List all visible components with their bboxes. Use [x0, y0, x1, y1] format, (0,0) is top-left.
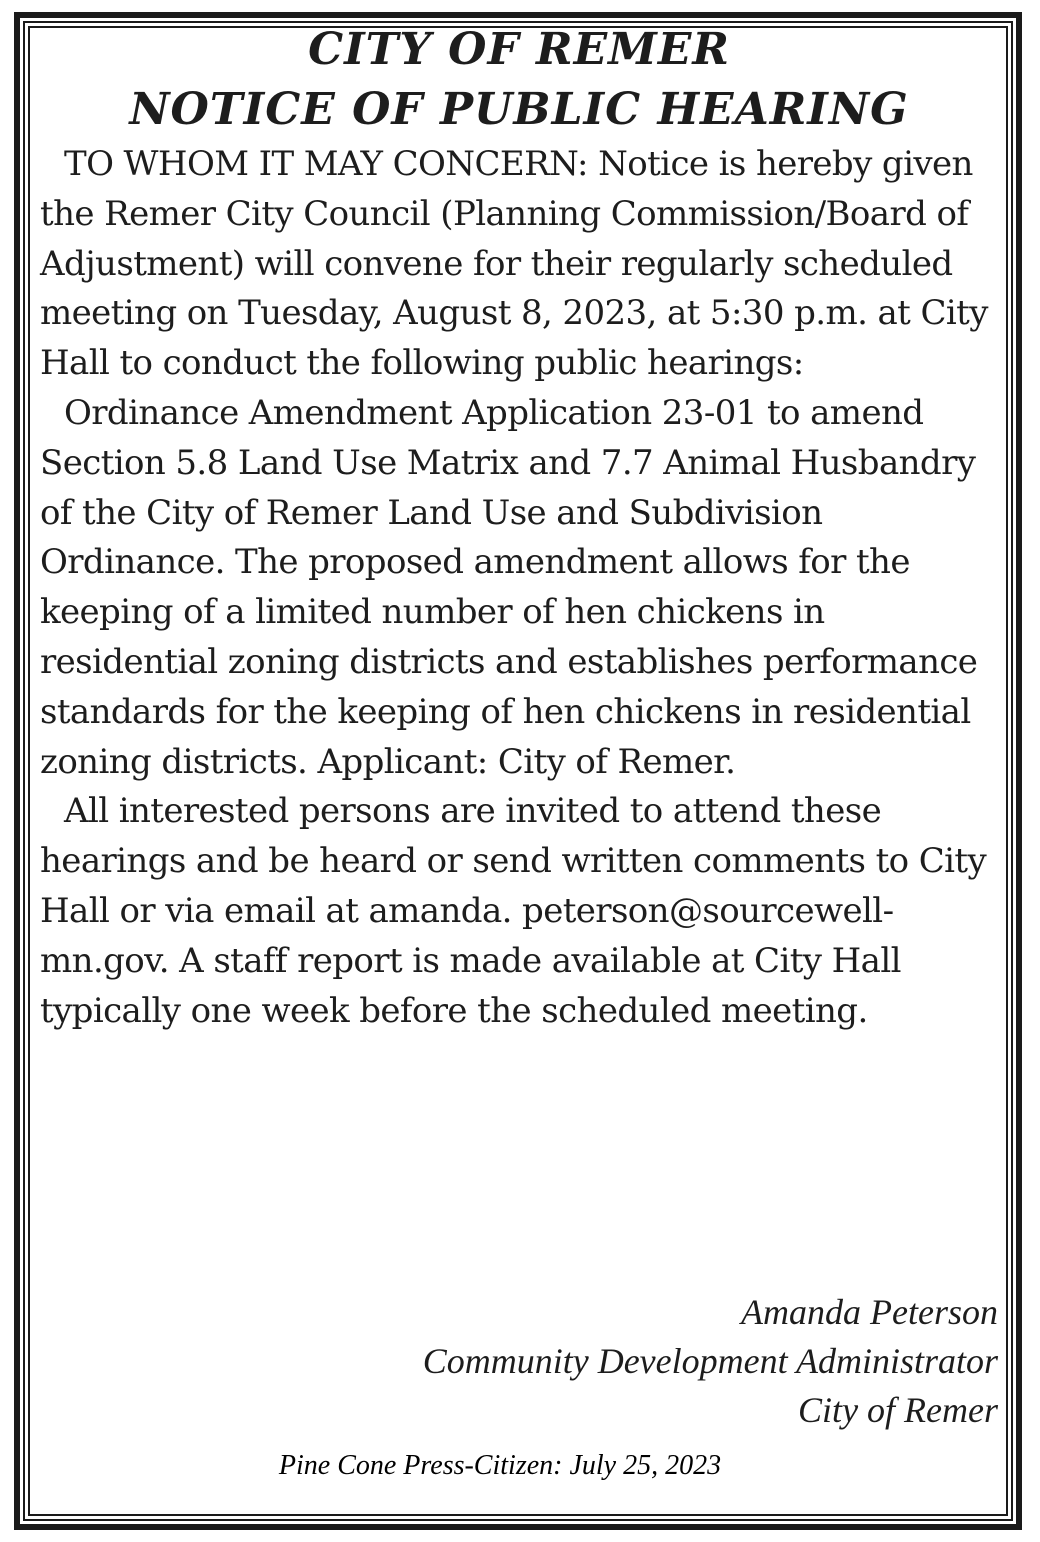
notice-content — [40, 20, 998, 1430]
paragraph-ordinance: Ordinance Amendment Application 23-01 to amend Section 5.8 Land Use Matrix and 7.7 Animal Husbandry of the City of Remer Land Use and Subdivision Ordinance. The proposed amendment allows for the keeping of a limited number of hen chickens in residential zoning districts and establishes performance standards for the keeping of hen chickens in residential zoning districts. Applicant: City of Remer. — [40, 392, 978, 782]
notice-title — [40, 20, 998, 140]
paragraph-invitation: All interested persons are invited to attend these hearings and be heard or send written comments to City Hall or via email at amanda. peterson@sourcewell-mn.gov. A staff report is made available at City Hall typically one week before the scheduled meeting. — [40, 791, 987, 1031]
title-line-1: CITY OF REMER — [308, 24, 730, 75]
publication-line: Pine Cone Press-Citizen: July 25, 2023 — [278, 1450, 722, 1481]
paragraph-intro: TO WHOM IT MAY CONCERN: Notice is hereby given the Remer City Council (Planning Commission/Board of Adjustment) will convene for their regularly scheduled meeting on Tuesday, August 8, 2023, at 5:30 p.m. at City Hall to conduct the following public hearings: — [40, 144, 988, 384]
title-line-2: NOTICE OF PUBLIC HEARING — [129, 84, 909, 135]
signature-block — [423, 1288, 998, 1435]
notice-body — [40, 140, 998, 1036]
signature-name: Amanda Peterson — [741, 1292, 998, 1332]
signature-role: Community Development Administrator — [422, 1341, 998, 1381]
signature-org: City of Remer — [798, 1390, 998, 1430]
